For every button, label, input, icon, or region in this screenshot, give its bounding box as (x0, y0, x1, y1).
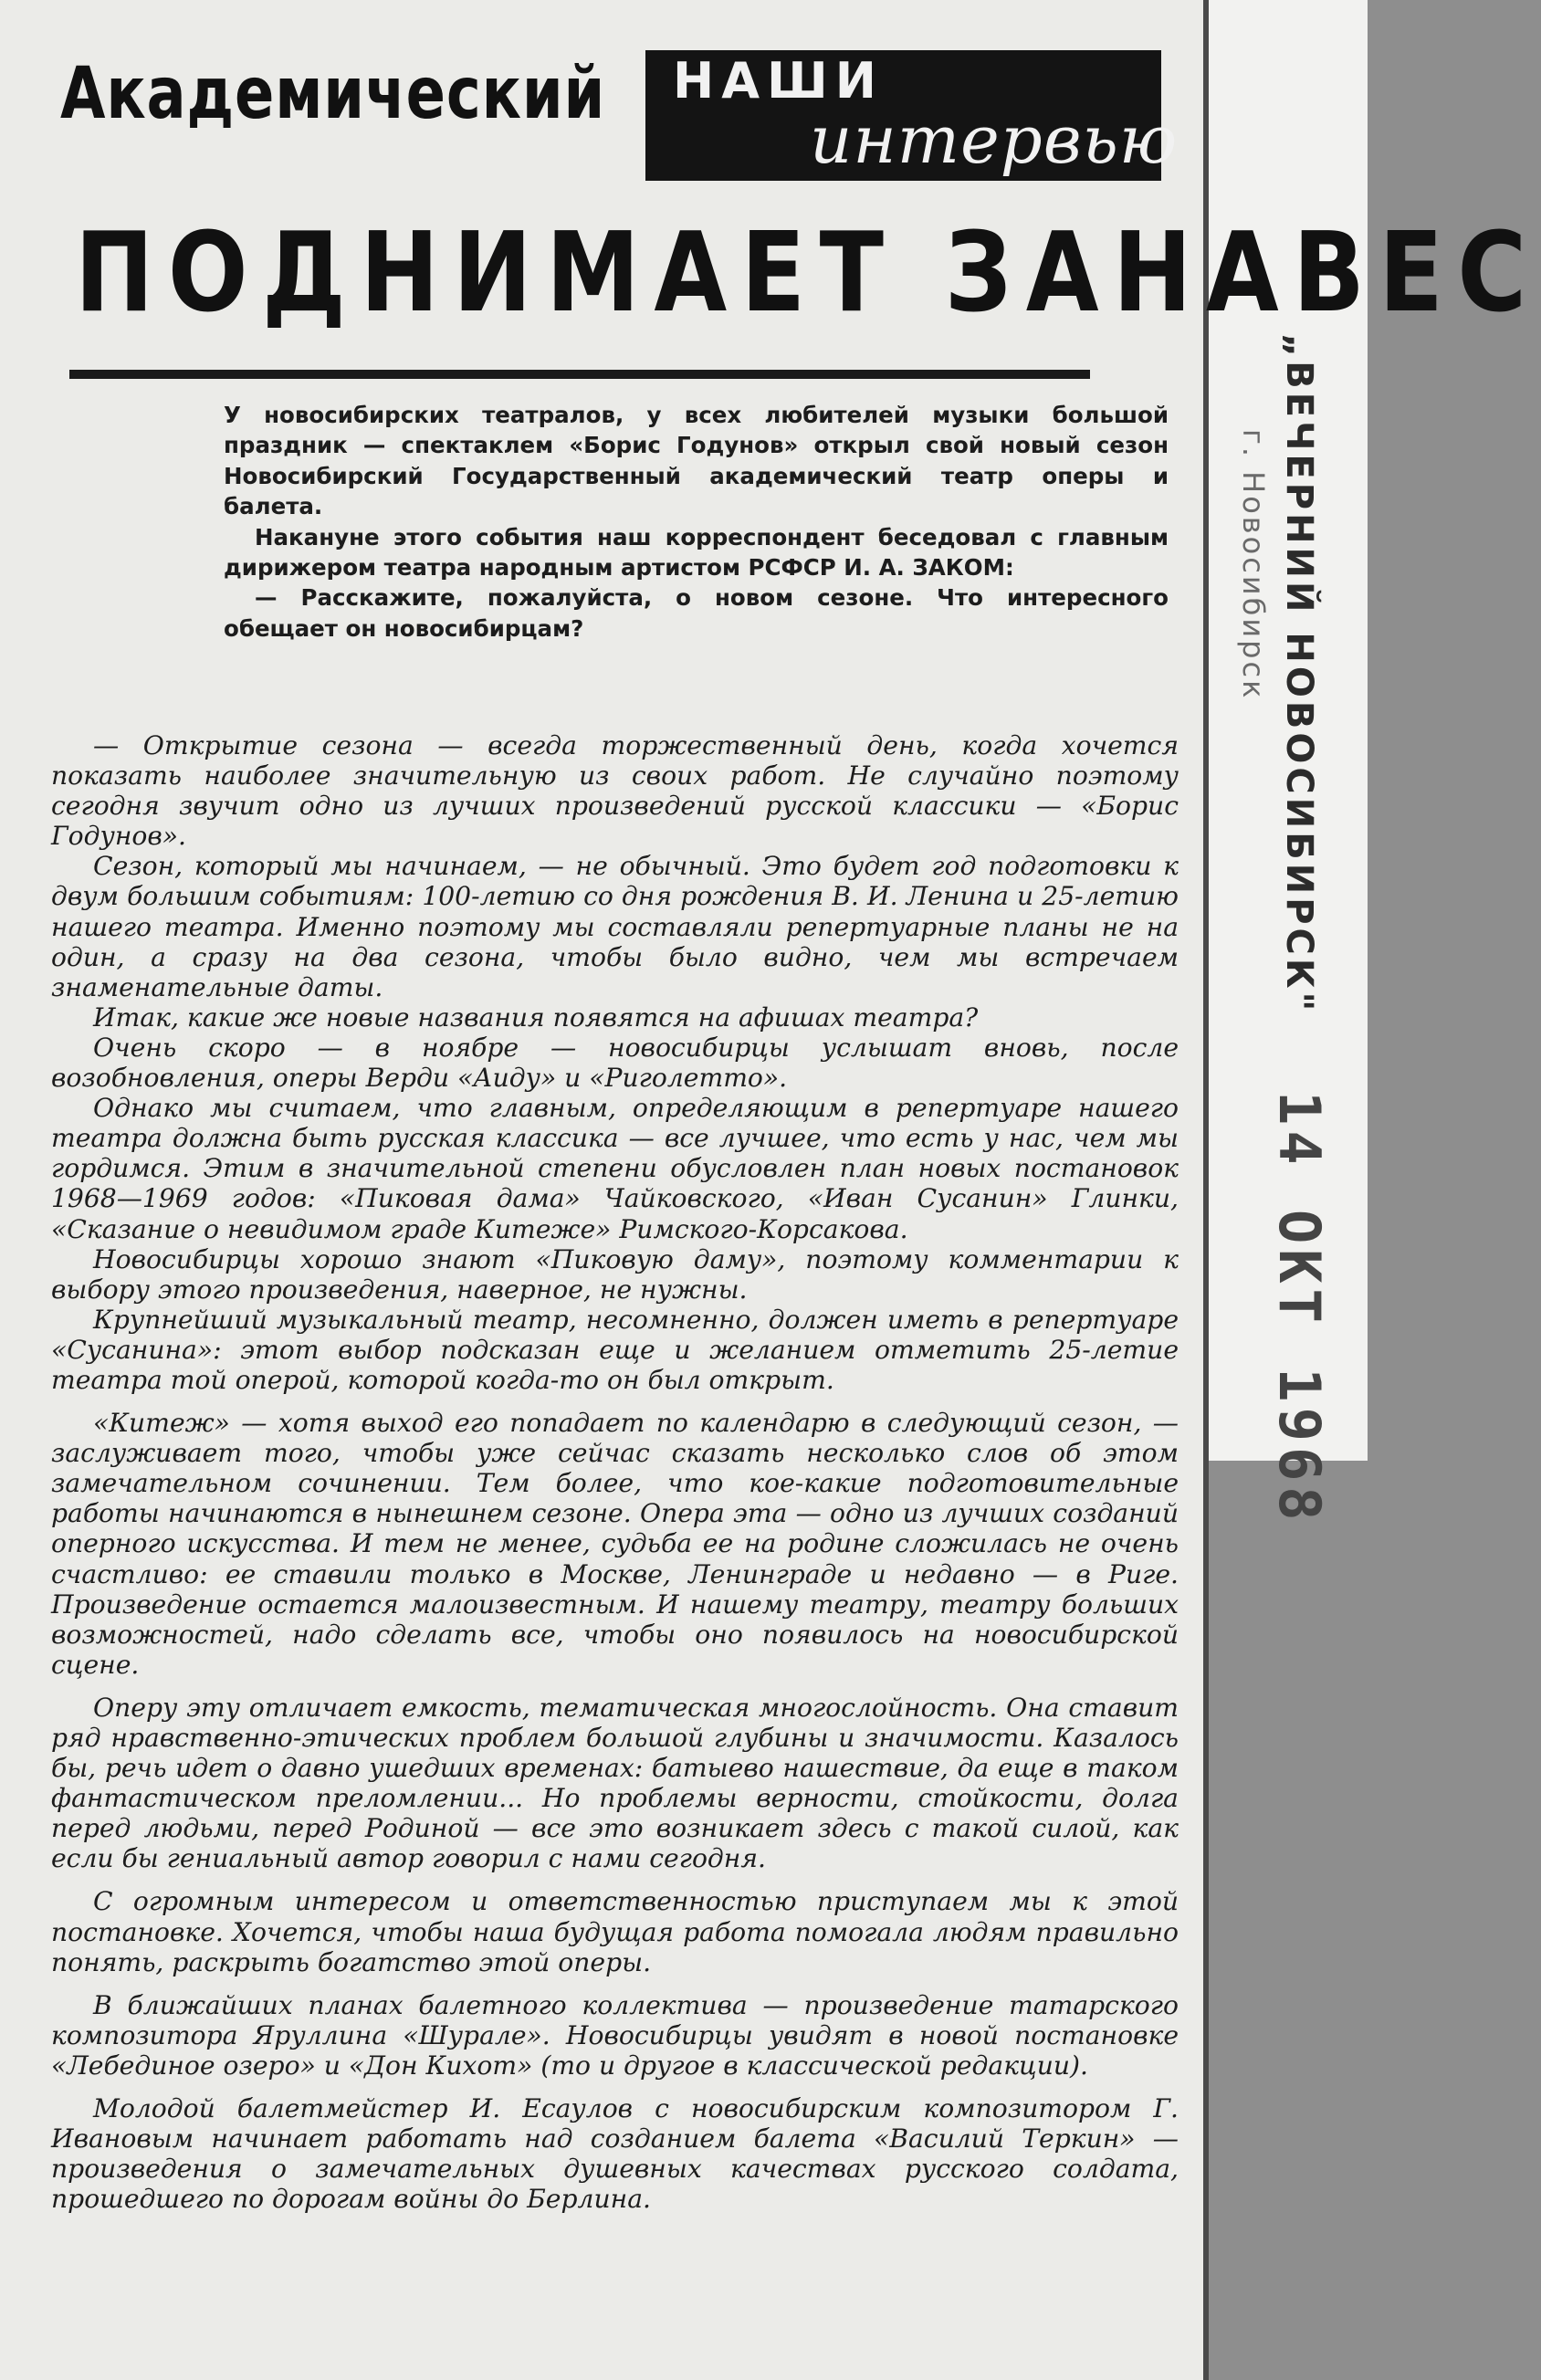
body-paragraph: Однако мы считаем, что главным, определяющим в репертуаре нашего театра должна быть русская классика — все лучшее, что есть у нас, чем мы гордимся. Этим в значительной степени обусловлен план новых постановок 1968—1969 годов: «Пиковая дама» Чайковского, «Иван Сусанин» Глинки, «Сказание о невидимом граде Китеже» Римского-Корсакова. (51, 1093, 1179, 1244)
rubric-line-2: интервью (810, 101, 1179, 178)
date-stamp: 14 ОКТ 1968 (1266, 1091, 1333, 1526)
newspaper-city: г. Новосибирск (1236, 429, 1271, 701)
body-paragraph: С огромным интересом и ответственностью приступаем мы к этой постановке. Хочется, чтобы наша будущая работа помогала людям правильно понять, раскрыть богатство этой оперы. (51, 1886, 1179, 1977)
body-paragraph: В ближайших планах балетного коллектива — произведение татарского композитора Яруллина «Шурале». Новосибирцы увидят в новой постановке «Лебединое озеро» и «Дон Кихот» (то и другое в классической редакции). (51, 1989, 1179, 2081)
body-paragraph: Новосибирцы хорошо знают «Пиковую даму», поэтому комментарии к выбору этого произведения, наверное, не нужны. (51, 1243, 1179, 1305)
article-body (51, 730, 1179, 2214)
body-paragraph: Очень скоро — в ноябре — новосибирцы услышат вновь, после возобновления, оперы Верди «Аиду» и «Риголетто». (51, 1032, 1179, 1094)
body-paragraph: Крупнейший музыкальный театр, несомненно, должен иметь в репертуаре «Сусанина»: этот выбор подсказан еще и желанием отметить 25-летие театра той оперой, которой когда-то он был открыт. (51, 1304, 1179, 1395)
kicker-title: Академический (60, 53, 606, 135)
rubric-line-1: НАШИ (673, 52, 884, 110)
rubric-badge (645, 50, 1179, 181)
newspaper-name: „ВЕЧЕРНИЙ НОВОСИБИРСК" (1278, 333, 1320, 1015)
body-paragraph: Сезон, который мы начинаем, — не обычный. Это будет год подготовки к двум большим событиям: 100-летию со дня рождения В. И. Ленина и 25-летию нашего театра. Именно поэтому мы составляли репертуарные планы не на один, а сразу на два сезона, чтобы было видно, чем мы встречаем знаменательные даты. (51, 851, 1179, 1002)
headline-rule (69, 370, 1090, 379)
body-paragraph: — Открытие сезона — всегда торжественный день, когда хочется показать наиболее значительную из своих работ. Не случайно поэтому сегодня звучит одно из лучших произведений русской классики — «Борис Годунов». (51, 730, 1179, 852)
headline: ПОДНИМАЕТ ЗАНАВЕС (75, 210, 1541, 337)
lead-question: — Расскажите, пожалуйста, о новом сезоне. Что интересного обещает он новосибирцам? (224, 584, 1169, 642)
lead-paragraph: Накануне этого события наш корреспондент беседовал с главным дирижером театра народным артистом РСФСР И. А. ЗАКОМ: (224, 523, 1169, 582)
lead-paragraph: У новосибирских театралов, у всех любителей музыки большой праздник — спектаклем «Борис Годунов» открыл свой новый сезон Новосибирский Государственный академический театр оперы и балета. (224, 402, 1169, 520)
body-paragraph: Молодой балетмейстер И. Есаулов с новосибирским композитором Г. Ивановым начинает работать над созданием балета «Василий Теркин» — произведения о замечательных душевных качествах русского солдата, прошедшего по дорогам войны до Берлина. (51, 2093, 1179, 2215)
lead-paragraphs (224, 400, 1169, 644)
body-paragraph: «Китеж» — хотя выход его попадает по календарю в следующий сезон, — заслуживает того, чтобы уже сейчас сказать несколько слов об этом замечательном сочинении. Тем более, что кое-какие подготовительные работы начинаются в нынешнем сезоне. Опера эта — одно из лучших созданий оперного искусства. И тем не менее, судьба ее на родине сложилась не очень счастливо: ее ставили только в Москве, Ленинграде и недавно — в Риге. Произведение остается малоизвестным. И нашему театру, театру больших возможностей, надо сделать все, чтобы оно появилось на новосибирской сцене. (51, 1408, 1179, 1680)
body-paragraph: Оперу эту отличает емкость, тематическая многослойность. Она ставит ряд нравственно-этических проблем большой глубины и значимости. Казалось бы, речь идет о давно ушедших временах: батыево нашествие, да еще в таком фантастическом преломлении... Но проблемы верности, стойкости, долга перед людьми, перед Родиной — все это возникает здесь с такой силой, как если бы гениальный автор говорил с нами сегодня. (51, 1692, 1179, 1874)
body-paragraph: Итак, какие же новые названия появятся на афишах театра? (93, 1001, 979, 1033)
